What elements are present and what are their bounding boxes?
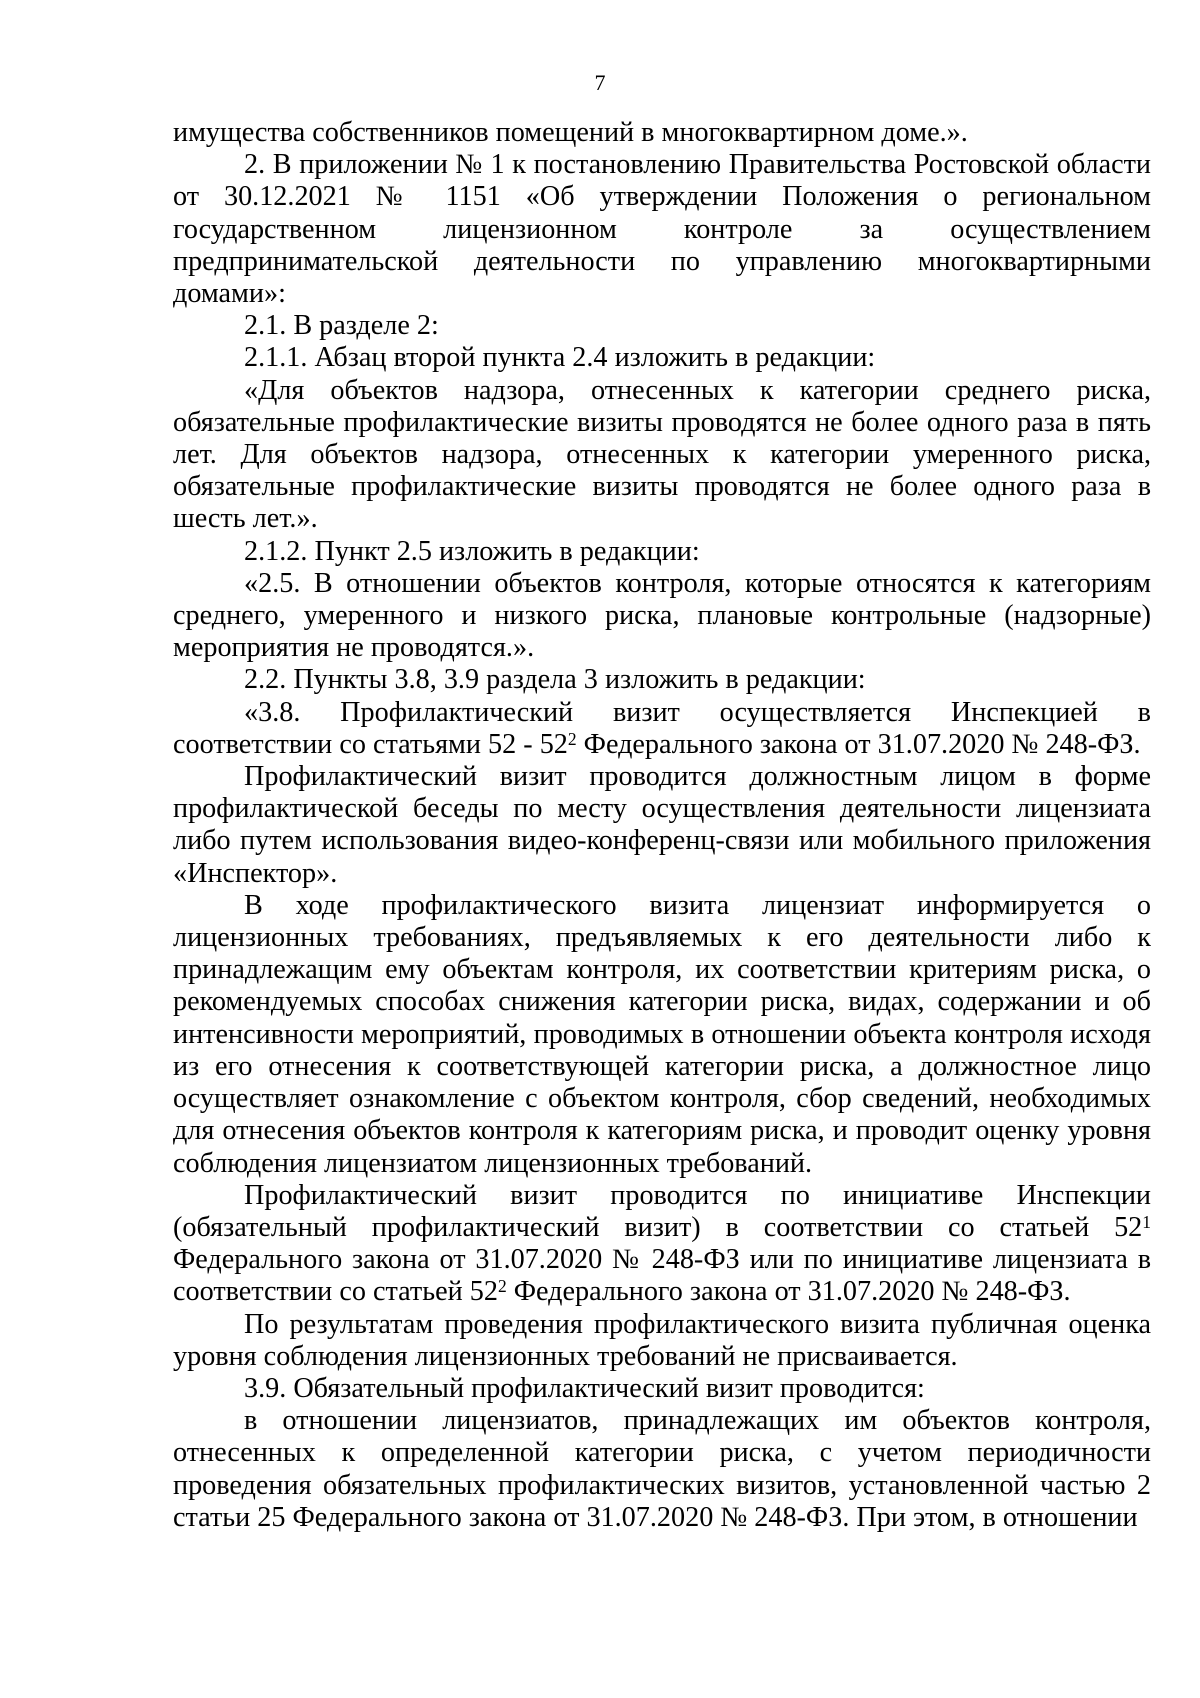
paragraph-5: «Для объектов надзора, отнесенных к категории среднего риска, обязательные профилактические визиты проводятся не более одного раза в пять лет. Для объектов надзора, отнесенных к категории умеренного риска, обязательные профилактические визиты проводятся не более одного раза в шесть лет.». (173, 374, 1151, 535)
paragraph-8: 2.2. Пункты 3.8, 3.9 раздела 3 изложить в редакции: (244, 664, 866, 696)
page-number: 7 (594, 70, 606, 95)
paragraph-4: 2.1.1. Абзац второй пункта 2.4 изложить в редакции: (244, 342, 876, 374)
paragraph-13: По результатам проведения профилактического визита публичная оценка уровня соблюдения лицензионных требований не присваивается. (173, 1308, 1151, 1372)
paragraph-7: «2.5. В отношении объектов контроля, которые относятся к категориям среднего, умеренного и низкого риска, плановые контрольные (надзорные) мероприятия не проводятся.». (173, 567, 1151, 664)
paragraph-11: В ходе профилактического визита лицензиат информируется о лицензионных требованиях, предъявляемых к его деятельности либо к принадлежащим ему объектам контроля, их соответствии критериям риска, о рекомендуемых способах снижения категории риска, видах, содержании и об интенсивности мероприятий, проводимых в отношении объекта контроля исходя из его отнесения к соответствующей категории риска, а должностное лицо осуществляет ознакомление с объектом контроля, сбор сведений, необходимых для отнесения объектов контроля к категориям риска, и проводит оценку уровня соблюдения лицензиатом лицензионных требований. (173, 889, 1151, 1179)
paragraph-3: 2.1. В разделе 2: (244, 310, 439, 342)
paragraph-6: 2.1.2. Пункт 2.5 изложить в редакции: (244, 535, 700, 567)
paragraph-12-text-b: Федерального закона от 31.07.2020 № 248-ФЗ или по инициативе лицензиата в соответствии со статьей 52 (173, 1244, 1151, 1308)
superscript: 1 (1142, 1212, 1151, 1233)
paragraph-1: имущества собственников помещений в многоквартирном доме.». (173, 117, 968, 148)
paragraph-9-text-a: «3.8. Профилактический визит осуществляется Инспекцией в соответствии со статьями 52 - 52 (173, 696, 1151, 760)
paragraph-12-text-a: Профилактический визит проводится по инициативе Инспекции (обязательный профилактический визит) в соответствии со статьей 52 (173, 1179, 1151, 1243)
paragraph-12 (173, 1180, 1151, 1309)
paragraph-9-text-b: Федерального закона от 31.07.2020 № 248-ФЗ. (576, 728, 1141, 760)
paragraph-12-text-c: Федерального закона от 31.07.2020 № 248-ФЗ. (506, 1276, 1071, 1308)
paragraph-10: Профилактический визит проводится должностным лицом в форме профилактической беседы по месту осуществления деятельности лицензиата либо путем использования видео-конференц-связи или мобильного приложения «Инспектор». (173, 761, 1151, 889)
paragraph-14: 3.9. Обязательный профилактический визит проводится: (244, 1372, 925, 1404)
superscript: 2 (497, 1276, 507, 1297)
superscript: 2 (567, 729, 577, 749)
paragraph-9 (173, 697, 1151, 761)
paragraph-15: в отношении лицензиатов, принадлежащих им объектов контроля, отнесенных к определенной категории риска, с учетом периодичности проведения обязательных профилактических визитов, установленной частью 2 статьи 25 Федерального закона от 31.07.2020 № 248-ФЗ. При этом, в отношении (173, 1405, 1151, 1533)
document-body (173, 117, 1151, 1534)
paragraph-2: 2. В приложении № 1 к постановлению Правительства Ростовской области от 30.12.2021 № 1151 «Об утверждении Положения о региональном государственном лицензионном контроле за осуществлением предпринимательской деятельности по управлению многоквартирными домами»: (173, 149, 1151, 310)
